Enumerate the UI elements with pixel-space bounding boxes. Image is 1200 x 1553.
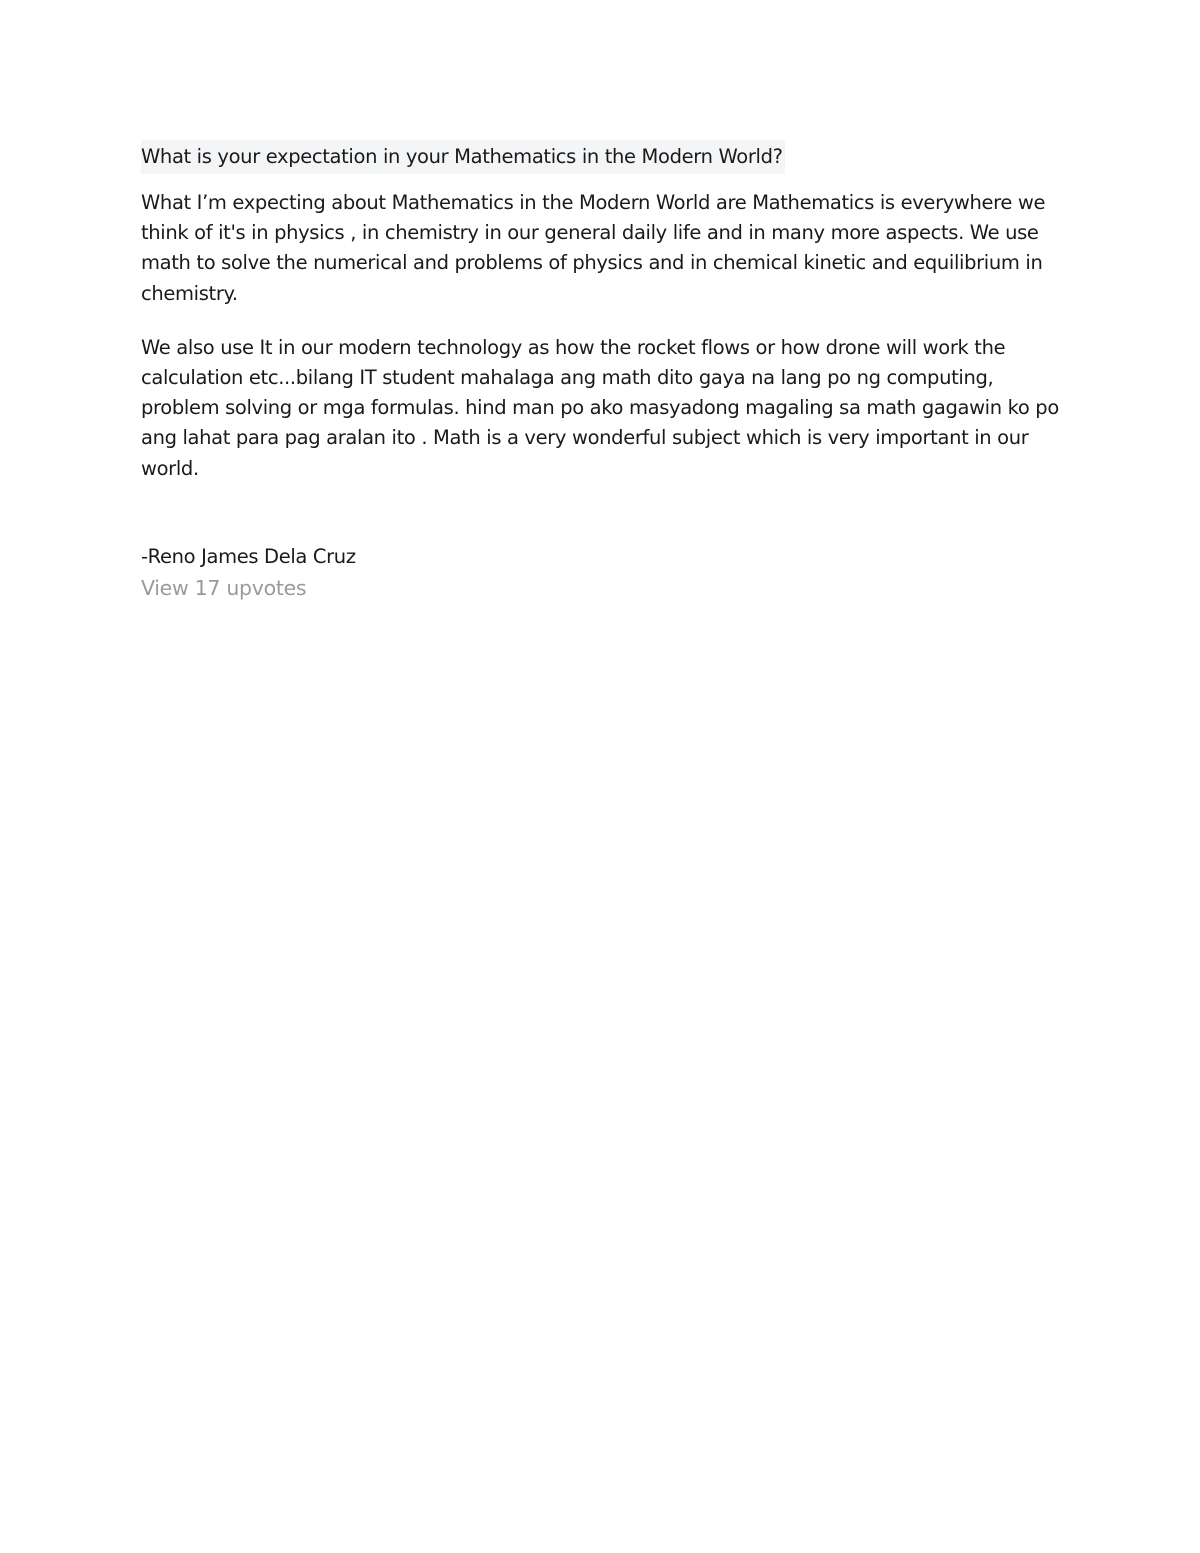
answer-paragraph-1: What I’m expecting about Mathematics in the Modern World are Mathematics is everywhere we think of it's in physics , in chemistry in our general daily life and in many more aspects. We use math to solve the numerical and problems of physics and in chemical kinetic and equilibrium in chemistry. bbox=[141, 191, 1046, 305]
question-heading: What is your expectation in your Mathematics in the Modern World? bbox=[141, 140, 785, 174]
answer-paragraph-2: We also use It in our modern technology as how the rocket flows or how drone will work the calculation etc...bilang IT student mahalaga ang math dito gaya na lang po ng computing, problem solving or mga formulas. hind man po ako masyadong magaling sa math gagawin ko po ang lahat para pag aralan ito . Math is a very wonderful subject which is very important in our world. bbox=[141, 335, 1059, 480]
document-page bbox=[141, 140, 1061, 604]
view-upvotes-link[interactable]: View 17 upvotes bbox=[141, 575, 307, 600]
author-signature: -Reno James Dela Cruz bbox=[141, 544, 356, 568]
